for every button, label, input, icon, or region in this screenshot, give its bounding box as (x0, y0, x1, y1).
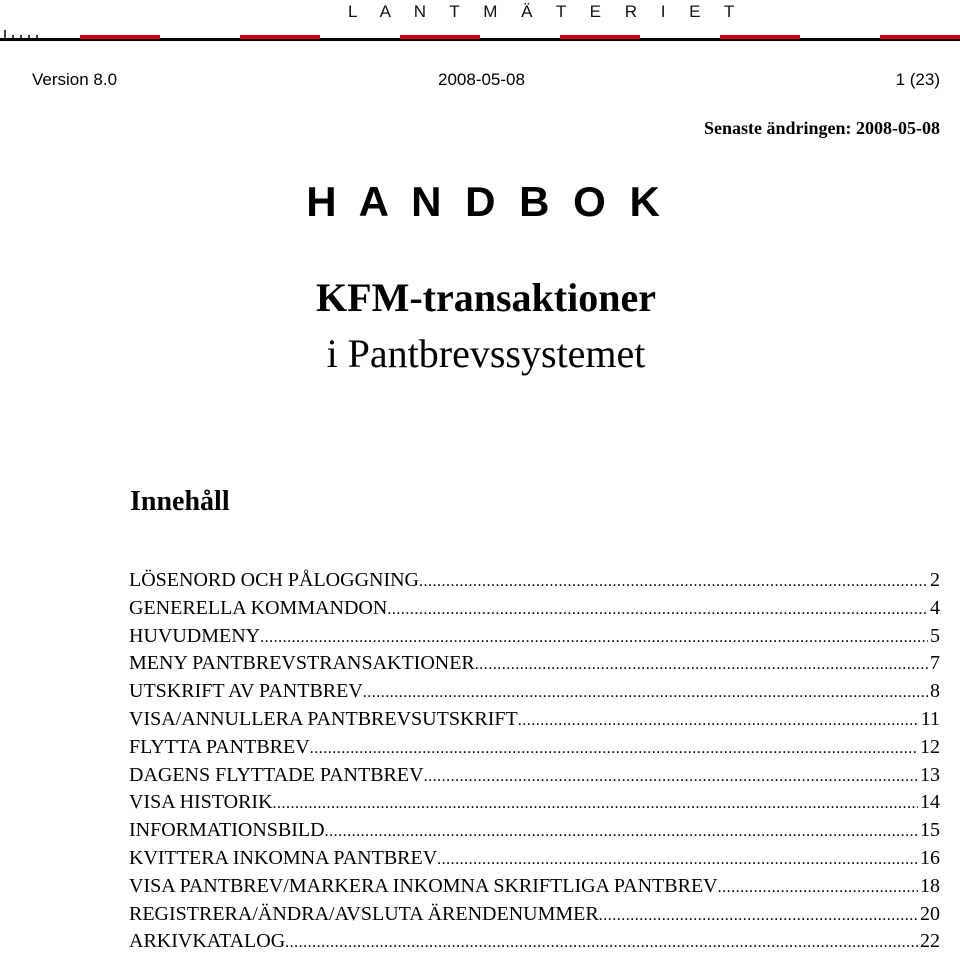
toc-dot-leader (599, 902, 918, 930)
toc-entry-page: 7 (930, 652, 940, 675)
toc-dot-leader (518, 707, 919, 735)
toc-entry-label: VISA HISTORIK (129, 791, 273, 814)
toc-entry[interactable] (129, 845, 940, 873)
brand-name: L A N T M Ä T E R I E T (348, 2, 744, 21)
toc-dot-leader (424, 763, 918, 791)
toc-entry-page: 20 (920, 902, 940, 925)
toc-dot-leader (387, 596, 928, 624)
toc-entry-page: 22 (920, 930, 940, 953)
toc-entry-page: 12 (920, 735, 940, 758)
toc-dot-leader (325, 818, 918, 846)
toc-entry-label: GENERELLA KOMMANDON (129, 596, 388, 619)
toc-entry[interactable] (129, 650, 940, 678)
toc-entry-page: 15 (920, 819, 940, 842)
document-title-line1: KFM-transaktioner (316, 275, 656, 320)
header-ruler (0, 28, 960, 42)
toc-heading: Innehåll (130, 486, 230, 517)
toc-entry[interactable] (129, 623, 940, 651)
toc-dot-leader (260, 624, 928, 652)
toc-entry-page: 18 (920, 874, 940, 897)
toc-entry-page: 11 (920, 707, 940, 730)
toc-entry-label: VISA PANTBREV/MARKERA INKOMNA SKRIFTLIGA PANTBREV (129, 874, 718, 897)
toc-entry-page: 5 (930, 624, 940, 647)
toc-dot-leader (437, 846, 918, 874)
toc-entry[interactable] (129, 734, 940, 762)
last-change-date: Senaste ändringen: 2008-05-08 (703, 118, 940, 138)
document-kind: H A N D B O K (306, 178, 666, 225)
toc-entry-label: FLYTTA PANTBREV (129, 735, 310, 758)
toc-dot-leader (363, 679, 928, 707)
toc-entry[interactable] (129, 928, 940, 956)
toc-entry-label: LÖSENORD OCH PÅLOGGNING (129, 569, 419, 591)
toc-entry[interactable] (129, 901, 940, 929)
version-label: Version 8.0 (32, 70, 118, 89)
toc-entry[interactable] (129, 678, 940, 706)
toc-dot-leader (285, 929, 918, 957)
toc-entry-label: REGISTRERA/ÄNDRA/AVSLUTA ÄRENDENUMMER (129, 902, 599, 925)
toc-entry[interactable] (129, 567, 940, 595)
toc-entry-page: 4 (930, 596, 940, 619)
ruler-baseline (0, 39, 960, 41)
toc-dot-leader (310, 735, 918, 763)
toc-entry-label: MENY PANTBREVSTRANSAKTIONER (129, 652, 475, 675)
toc-entry-label: VISA/ANNULLERA PANTBREVSUTSKRIFT (129, 707, 518, 730)
toc-entry-label: ARKIVKATALOG (129, 930, 286, 953)
toc-dot-leader (718, 874, 918, 902)
toc-dot-leader (419, 568, 928, 596)
document-meta-row (0, 70, 960, 92)
toc-entry-label: INFORMATIONSBILD (129, 819, 325, 842)
toc-entry-page: 2 (930, 569, 940, 591)
toc-dot-leader (475, 651, 928, 679)
table-of-contents (129, 567, 940, 956)
toc-entry-page: 8 (930, 680, 940, 703)
document-date: 2008-05-08 (438, 70, 525, 89)
document-title-line2: i Pantbrevssystemet (326, 331, 646, 376)
toc-entry-label: HUVUDMENY (129, 624, 261, 647)
toc-entry[interactable] (129, 762, 940, 790)
toc-entry-label: DAGENS FLYTTADE PANTBREV (129, 763, 424, 786)
toc-entry-page: 13 (920, 763, 940, 786)
toc-entry[interactable] (129, 706, 940, 734)
page-number: 1 (23) (895, 70, 940, 89)
toc-entry[interactable] (129, 817, 940, 845)
toc-entry-page: 14 (920, 791, 940, 814)
toc-entry-page: 16 (920, 846, 940, 869)
toc-entry[interactable] (129, 873, 940, 901)
toc-entry[interactable] (129, 789, 940, 817)
toc-dot-leader (273, 790, 918, 818)
toc-entry-label: KVITTERA INKOMNA PANTBREV (129, 846, 438, 869)
toc-entry[interactable] (129, 595, 940, 623)
toc-entry-label: UTSKRIFT AV PANTBREV (129, 680, 363, 703)
